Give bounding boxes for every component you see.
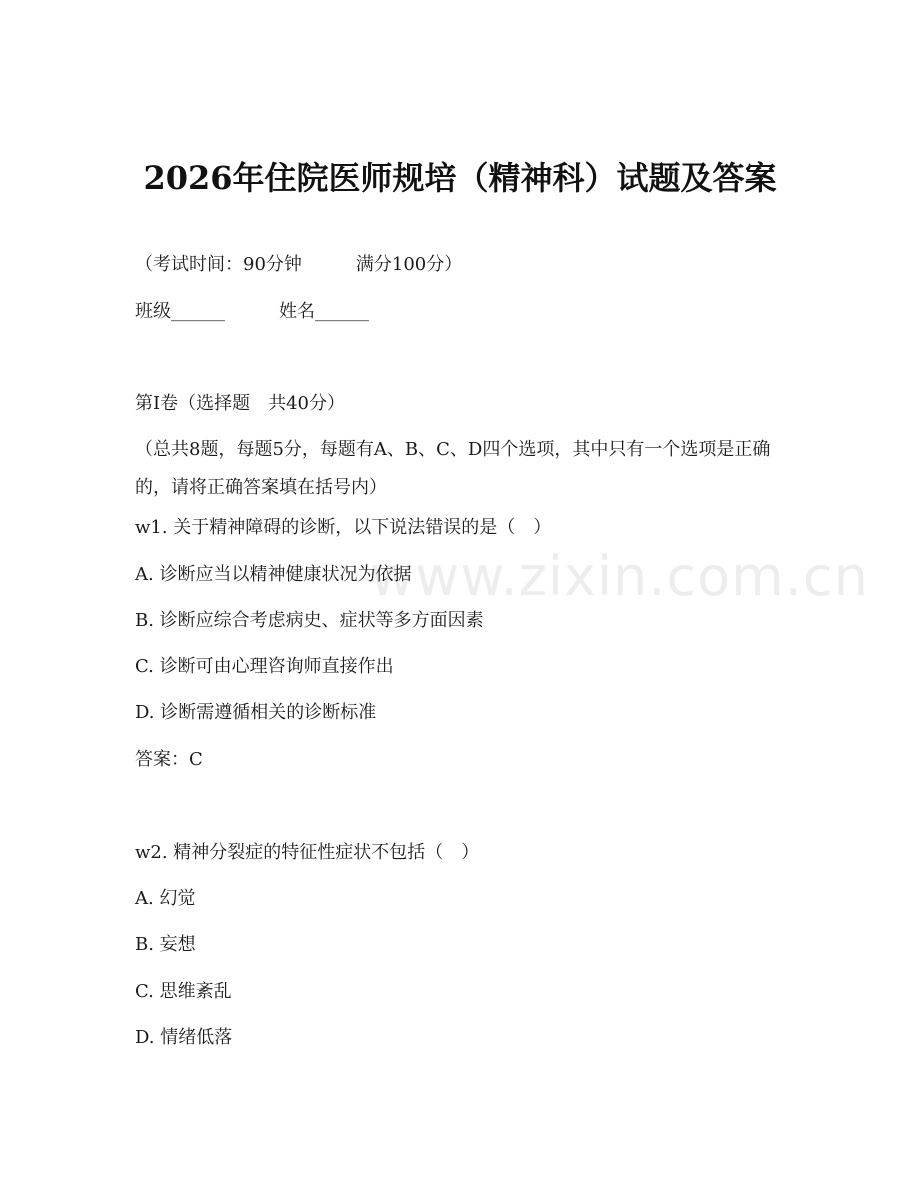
question-2-option-c: C. 思维紊乱 bbox=[135, 981, 232, 1002]
student-fields bbox=[135, 299, 369, 325]
question-2-stem: w2. 精神分裂症的特征性症状不包括（ ） bbox=[135, 842, 480, 863]
section-instructions: （总共8题，每题5分，每题有A、B、C、D四个选项，其中只有一个选项是正确的，请将正确答案填在括号内） bbox=[135, 439, 771, 498]
question-1-option-c: C. 诊断可由心理咨询师直接作出 bbox=[135, 656, 394, 677]
name-field: 姓名______ bbox=[279, 301, 369, 322]
question-1-option-a: A. 诊断应当以精神健康状况为依据 bbox=[135, 564, 412, 585]
document-title: 2026年住院医师规培（精神科）试题及答案 bbox=[143, 159, 777, 197]
question-1-option-d: D. 诊断需遵循相关的诊断标准 bbox=[135, 702, 377, 723]
exam-score: 满分100分） bbox=[355, 254, 463, 275]
question-2-option-b: B. 妄想 bbox=[135, 934, 196, 955]
question-1-stem: w1. 关于精神障碍的诊断，以下说法错误的是（ ） bbox=[135, 517, 552, 538]
question-1-option-b: B. 诊断应综合考虑病史、症状等多方面因素 bbox=[135, 610, 484, 631]
section-heading: 第Ⅰ卷（选择题 共40分） bbox=[135, 393, 346, 414]
watermark: www.zixin.com.cn bbox=[370, 545, 869, 608]
question-2-option-d: D. 情绪低落 bbox=[135, 1027, 233, 1048]
exam-time: （考试时间：90分钟 bbox=[135, 254, 302, 275]
exam-info bbox=[135, 252, 462, 278]
class-field: 班级______ bbox=[135, 301, 225, 322]
question-1-answer: 答案：C bbox=[135, 749, 203, 770]
question-2-option-a: A. 幻觉 bbox=[135, 888, 196, 909]
